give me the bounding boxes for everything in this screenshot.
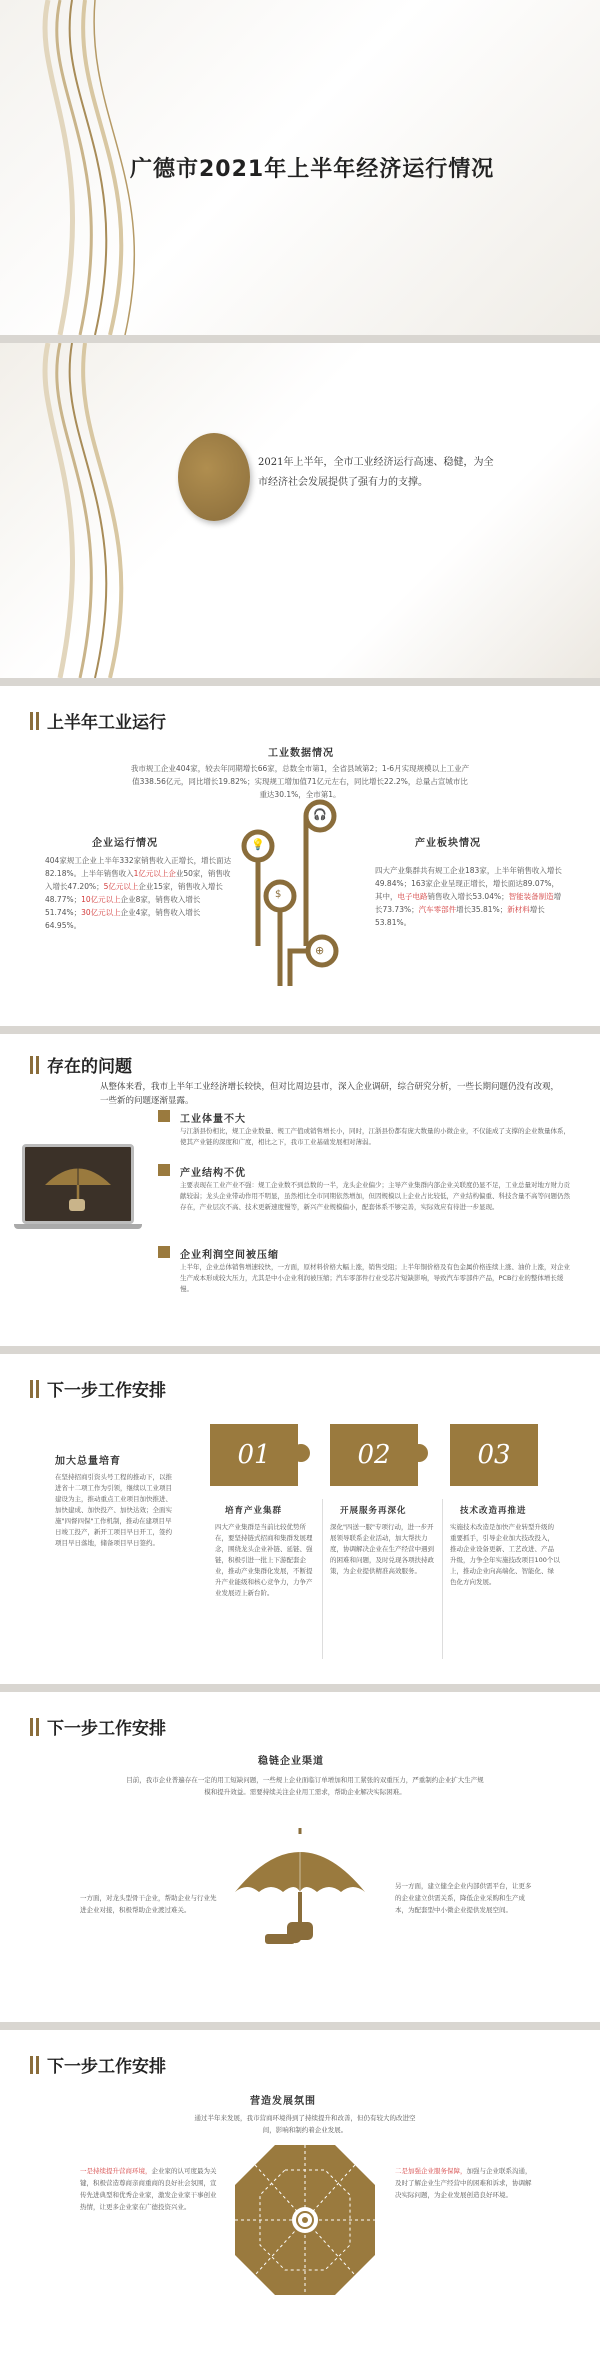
bullet-square (158, 1164, 170, 1176)
gold-ellipse (178, 433, 250, 521)
piece-text: 深化"四送一服"专项行动，进一步开展领导联系企业活动，加大帮扶力度，协调解决企业在生产经营中遇到的困难和问题，及时兑现各项扶持政策，为企业提供精准高效服务。 (330, 1523, 434, 1575)
puzzle-tab (292, 1444, 310, 1462)
climate-heading: 营造发展氛围 (250, 2096, 316, 2107)
problems-intro: 从整体来看，我市上半年工业经济增长较快，但对比周边县市，深入企业调研，综合研究分析，一些长期问题仍没有改观，一些新的问题逐渐显露。 (100, 1082, 560, 1106)
industry-icons (240, 796, 360, 996)
headset-icon: 🎧 (313, 808, 327, 821)
climate-intro: 通过半年来发展，我市营商环境得到了持续提升和改善，但仍有较大的改进空间，影响和制约着企业发展。 (194, 2114, 416, 2134)
right-text: 另一方面，建立健全企业内部供需平台，让更多的企业建立供需关系，降低企业采购和生产成本，为配套型中小微企业提供发展空间。 (395, 1882, 532, 1914)
piece-text: 实施技术改造是加快产业转型升级的重要抓手，引导企业加大技改投入，推动企业设备更新、工艺改进、产品升级，力争全年实施技改项目100个以上，推动企业向高端化、智能化、绿色化方向发展。 (450, 1523, 560, 1586)
vertical-divider (442, 1499, 443, 1659)
vertical-divider (322, 1499, 323, 1659)
left-text: 一方面，对龙头型骨干企业，帮助企业与行业先进企业对接，积极帮助企业渡过难关。 (80, 1894, 217, 1914)
gold-ribbon-decoration (0, 343, 170, 678)
bullet-square (158, 1110, 170, 1122)
puzzle-piece-03: 03 (450, 1424, 538, 1486)
section-title: 下一步工作安排 (30, 2052, 166, 2077)
enterprise-heading: 企业运行情况 (92, 838, 158, 849)
data-text: 我市规工企业404家，较去年同期增长66家，总数全市第1，全省县域第2；1-6月实现规模以上工业产值338.56亿元，同比增长19.82%；实现规工增加值71亿元左右，同比增长22.2%，总量占宣城市比重达30.1%，全市第1。 (130, 764, 470, 799)
channel-heading: 稳链企业渠道 (258, 1756, 324, 1767)
left-point: 一是持续提升营商环境，企业家的认可度最为关键，积极营造尊商亲商重商的良好社会氛围，宣传先进典型和优秀企业家，激发企业家干事创业热情，让更多企业家在广德投资兴业。 (80, 2167, 217, 2211)
industry-slide (0, 686, 600, 1026)
problem-heading: 企业利润空间被压缩 (180, 1250, 279, 1261)
puzzle-tab (410, 1444, 428, 1462)
right-point: 二是加强企业服务保障，加强与企业联系沟通，及时了解企业生产经营中的困难和诉求，协调解决实际问题，为企业发展创造良好环境。 (395, 2167, 532, 2199)
sector-heading: 产业板块情况 (415, 838, 481, 849)
bullet-square (158, 1246, 170, 1258)
laptop-image (22, 1144, 134, 1224)
puzzle-piece-02: 02 (330, 1424, 418, 1486)
next-steps-3-slide (0, 2030, 600, 2361)
lead-heading: 加大总量培育 (55, 1456, 121, 1467)
piece-heading: 技术改造再推进 (460, 1506, 527, 1516)
section-title: 下一步工作安排 (30, 1714, 166, 1739)
umbrella-icon (225, 1822, 375, 1962)
section-title: 上半年工业运行 (30, 708, 166, 733)
cover-title: 广德市2021年上半年经济运行情况 (130, 157, 495, 182)
problem-text: 主要表现在工业产业不强：规工企业数不到总数的一半，龙头企业偏少；主导产业集群内部企业关联度仍显不足，工业总量对地方财力贡献较弱；龙头企业带动作用不明显，虽然相比全市同期依然增加，但因规模以上企业占比较低，产业结构偏重、科技含量不高等问题仍然存在，产业层次不高、技术更新速度慢等，新兴产业规模偏小，配套体系不够完善，实际效应有待进一步显现。 (180, 1181, 570, 1211)
intro-slide (0, 343, 600, 678)
octagon-diagram (235, 2145, 375, 2295)
section-title: 下一步工作安排 (30, 1376, 166, 1401)
lifebuoy-icon: ⊕ (315, 944, 325, 957)
piece-text: 四大产业集群是当前比较优势所在，要坚持链式招商和集群发展理念，围绕龙头企业补链、延链、强链，积极引进一批上下游配套企业，推动产业集群化发展，不断提升产业能级和核心竞争力，力争产业发展迈上新台阶。 (215, 1523, 313, 1597)
next-steps-1-slide (0, 1354, 600, 1684)
laptop-base (14, 1224, 142, 1229)
sector-text: 四大产业集群共有规工企业183家，上半年销售收入增长49.84%；163家企业呈现正增长，增长面达89.07%，其中，电子电路销售收入增长53.04%；智能装备制造增长73.73%；汽车零部件增长35.81%；新材料增长53.81%。 (375, 866, 562, 927)
problem-heading: 工业体量不大 (180, 1114, 246, 1125)
problem-text: 与江浙县份相比，规工企业数量、规工产值或销售增长小，同时，江浙县份都有庞大数量的小微企业，不仅能成了支撑的企业数量体系，使其产业链的深度和广度，相比之下，我市工业基础发展相对薄弱。 (180, 1127, 570, 1146)
data-heading: 工业数据情况 (268, 748, 334, 759)
money-icon: $ (275, 889, 282, 900)
problem-text: 上半年，企业总体销售增速较快，一方面，原材料价格大幅上涨，销售受阻；上半年铜价格及有色金属价格连续上涨、油价上涨，对企业生产成本形成较大压力，尤其是中小企业利润被压缩；汽车零部件行业受芯片短缺影响，导致汽车零部件产品，PCB行业的整体增长缓慢。 (180, 1263, 570, 1293)
section-title: 存在的问题 (30, 1052, 132, 1077)
problem-heading: 产业结构不优 (180, 1168, 246, 1179)
next-steps-2-slide (0, 1692, 600, 2022)
enterprise-text: 404家规工企业上半年332家销售收入正增长，增长面达82.18%。上半年销售收入1亿元以上企业50家，销售收入增长47.20%；5亿元以上企业15家，销售收入增长48.77%；10亿元以上企业8家，销售收入增长51.74%；30亿元以上企业4家，销售收入增长64.95%。 (45, 856, 232, 930)
channel-intro: 目前，我市企业普遍存在一定的用工短缺问题，一些规上企业面临订单增加和用工紧张的双重压力，严重制约企业扩大生产规模和提升效益。需要持续关注企业用工需求，帮助企业解决实际困难。 (126, 1776, 484, 1796)
lead-text: 在坚持招商引资头号工程的推动下，以推进省十二项工作为引领，继续以工业项目建设为主，推动重点工业项目加快推进、加快建成、加快投产、加快达效；全面实施"四督四保"工作机制，推动在建项目早日竣工投产，新开工项目早日开工，签约项目早日落地，储备项目早日签约。 (55, 1473, 172, 1547)
problems-slide (0, 1034, 600, 1346)
piece-heading: 开展服务再深化 (340, 1506, 407, 1516)
piece-heading: 培育产业集群 (225, 1506, 283, 1516)
bulb-icon: 💡 (251, 838, 265, 851)
cover-slide (0, 0, 600, 335)
puzzle-piece-01: 01 (210, 1424, 298, 1486)
intro-text: 2021年上半年，全市工业经济运行高速、稳健，为全市经济社会发展提供了强有力的支撑。 (258, 457, 494, 488)
